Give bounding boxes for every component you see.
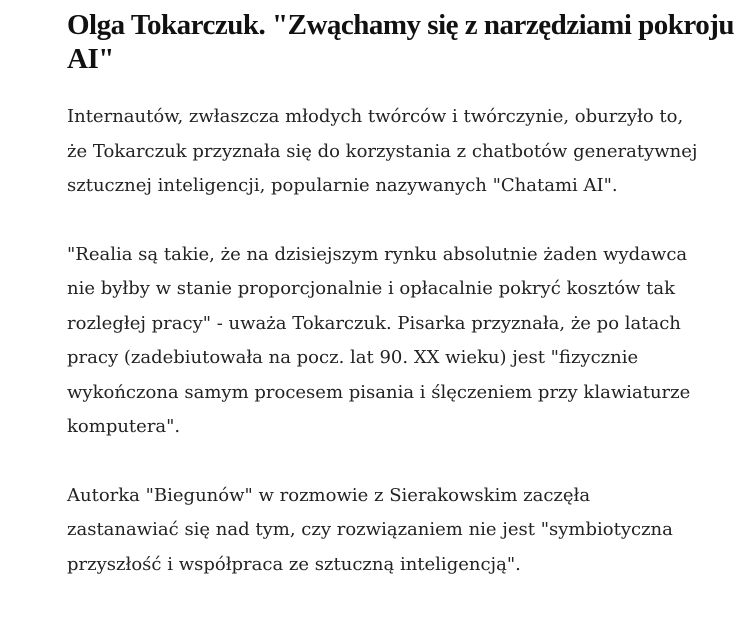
paragraph: [67, 479, 717, 583]
text-line: Internautów, zwłaszcza młodych twórców i twórczynie, oburzyło to,: [67, 106, 684, 127]
paragraph: [67, 100, 717, 204]
article-title: [67, 8, 735, 76]
text-line: pracy (zadebiutowała na pocz. lat 90. XX wieku) jest "fizycznie: [67, 347, 639, 368]
text-line: komputera".: [67, 416, 181, 437]
text-line: Autorka "Biegunów" w rozmowie z Sierakowskim zaczęła: [67, 484, 591, 506]
article: [67, 8, 735, 582]
title-line: AI": [67, 43, 114, 75]
text-line: przyszłość i współpraca ze sztuczną inteligencją".: [67, 553, 521, 575]
paragraph: [67, 238, 717, 445]
title-line: Olga Tokarczuk. "Zwąchamy się z narzędziami pokroju: [67, 9, 735, 41]
article-body: [67, 100, 717, 582]
text-line: że Tokarczuk przyznała się do korzystania z chatbotów generatywnej: [67, 140, 698, 162]
text-line: zastanawiać się nad tym, czy rozwiązaniem nie jest "symbiotyczna: [67, 519, 673, 540]
text-line: nie byłby w stanie proporcjonalnie i opłacalnie pokryć kosztów tak: [67, 278, 676, 299]
text-line: wykończona samym procesem pisania i ślęczeniem przy klawiaturze: [67, 381, 691, 403]
text-line: rozległej pracy" - uważa Tokarczuk. Pisarka przyznała, że po latach: [67, 312, 681, 334]
text-line: sztucznej inteligencji, popularnie nazywanych "Chatami AI".: [67, 175, 618, 196]
text-line: "Realia są takie, że na dzisiejszym rynku absolutnie żaden wydawca: [67, 243, 688, 265]
